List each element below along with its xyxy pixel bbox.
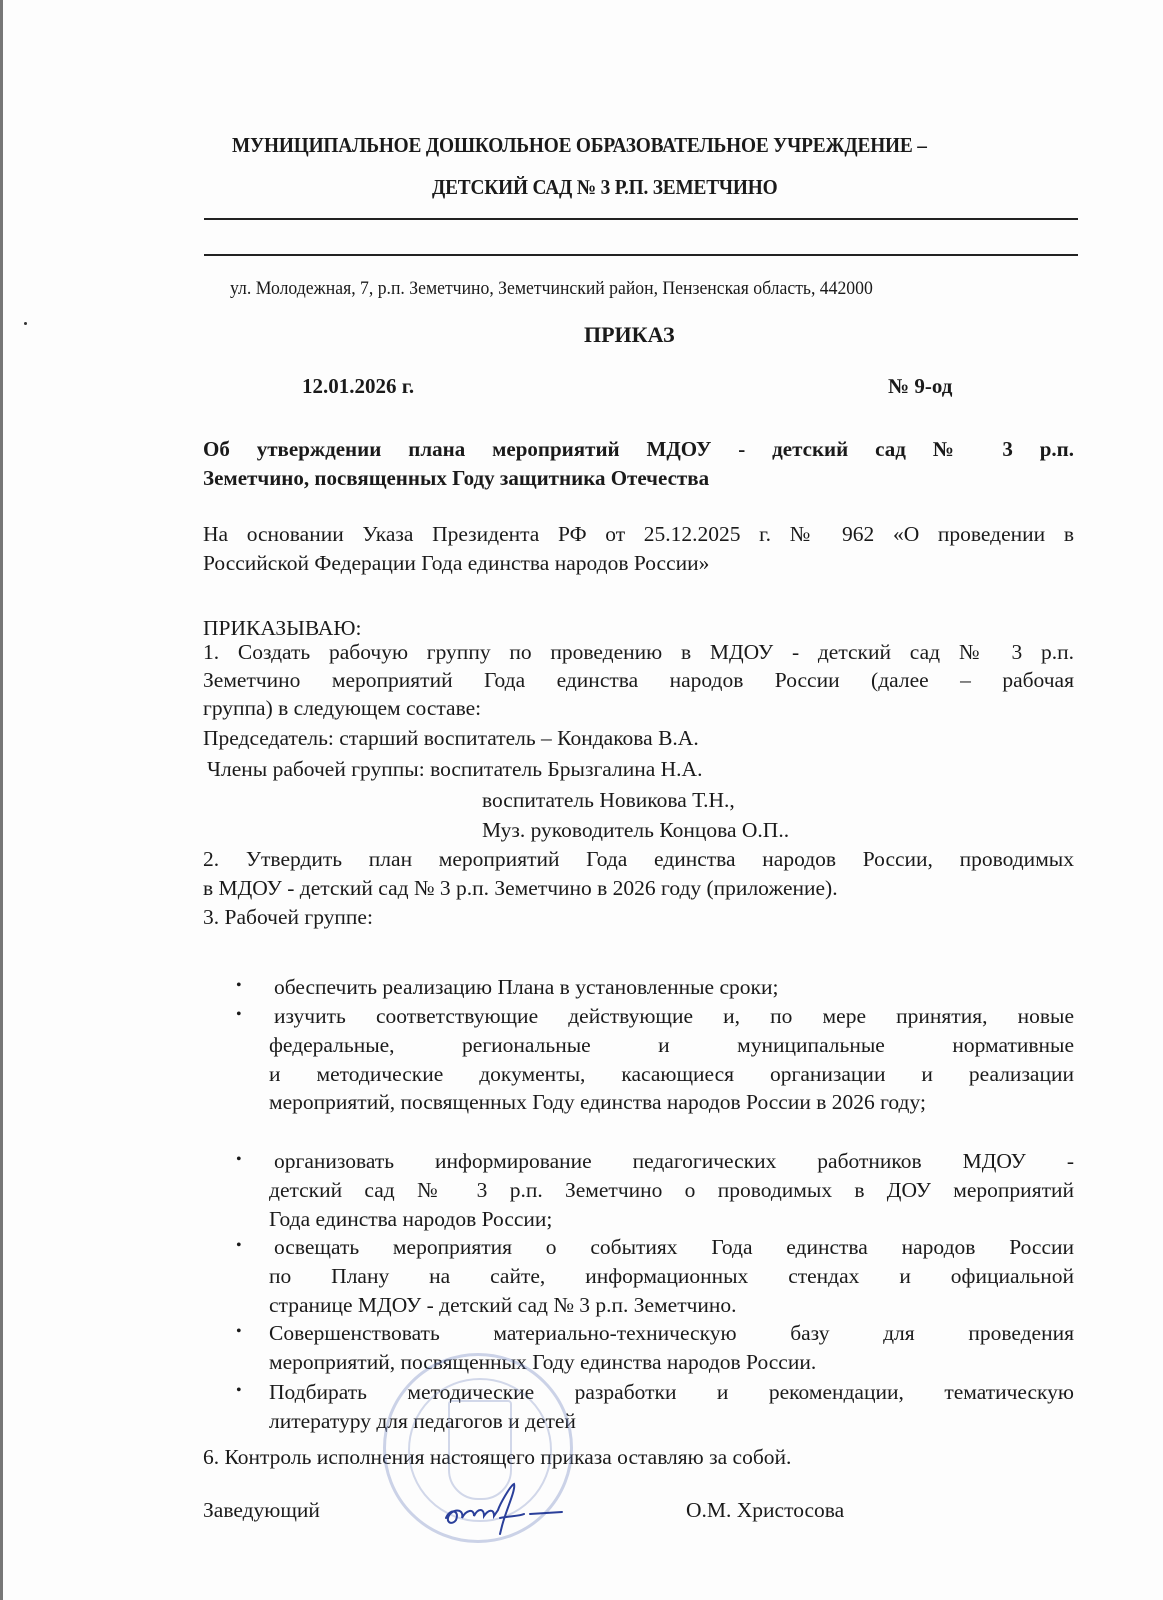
bullet-icon: • (236, 1237, 242, 1254)
institution-line1: МУНИЦИПАЛЬНОЕ ДОШКОЛЬНОЕ ОБРАЗОВАТЕЛЬНОЕ УЧРЕЖДЕНИЕ – (232, 133, 927, 157)
chair-line: Председатель: старший воспитатель – Кондакова В.А. (203, 726, 699, 750)
member-line2: воспитатель Новикова Т.Н., (482, 788, 735, 812)
item2-line1: 2. Утвердить план мероприятий Года единства народов России, проводимых (203, 847, 1074, 871)
institution-line2: ДЕТСКИЙ САД № 3 Р.П. ЗЕМЕТЧИНО (432, 175, 778, 199)
task-item-line: литературу для педагогов и детей (269, 1408, 576, 1433)
order-title: ПРИКАЗ (584, 322, 675, 347)
order-subject-line1: Об утверждении плана мероприятий МДОУ - детский сад № 3 р.п. (203, 437, 1074, 461)
task-item-line: по Плану на сайте, информационных стендах и официальной (269, 1263, 1074, 1288)
task-item-line: Совершенствовать материально-техническую базу для проведения (269, 1321, 1074, 1345)
task-item-line: мероприятий, посвященных Году единства народов России в 2026 году; (269, 1090, 926, 1115)
item2-line2: в МДОУ - детский сад № 3 р.п. Земетчино в 2026 году (приложение). (203, 876, 838, 900)
scan-edge (0, 0, 3, 1600)
task-item-line: организовать информирование педагогических работников МДОУ - (274, 1149, 1074, 1173)
order-subject-line2: Земетчино, посвященных Году защитника Отечества (203, 466, 710, 490)
scan-speck (24, 322, 27, 325)
signatory-position: Заведующий (203, 1498, 320, 1522)
signatory-name: О.М. Христосова (686, 1498, 845, 1522)
task-item-line: Подбирать методические разработки и рекомендации, тематическую (269, 1380, 1074, 1404)
order-number: № 9-од (888, 374, 953, 398)
item3-line: 3. Рабочей группе: (203, 905, 373, 929)
item1-line3: группа) в следующем составе: (203, 696, 482, 720)
item1-line1: 1. Создать рабочую группу по проведению в МДОУ - детский сад № 3 р.п. (203, 640, 1074, 664)
task-item-line: освещать мероприятия о событиях Года единства народов России (274, 1235, 1074, 1259)
bullet-icon: • (236, 1382, 242, 1399)
header-rule-top (204, 218, 1078, 220)
item1-line2: Земетчино мероприятий Года единства народов России (далее – рабочая (203, 668, 1074, 692)
task-item-line: мероприятий, посвященных Году единства народов России. (269, 1349, 817, 1374)
bullet-icon: • (236, 977, 242, 994)
members-line: Члены рабочей группы: воспитатель Брызгалина Н.А. (207, 757, 703, 781)
task-item-line: федеральные, региональные и муниципальные нормативные (269, 1032, 1074, 1057)
basis-line1: На основании Указа Президента РФ от 25.12.2025 г. № 962 «О проведении в (203, 522, 1074, 546)
bullet-icon: • (236, 1323, 242, 1340)
task-item-line: детский сад № 3 р.п. Земетчино о проводимых в ДОУ мероприятий (269, 1177, 1074, 1202)
signature-stroke (446, 1484, 562, 1534)
task-item-line: обеспечить реализацию Плана в установленные сроки; (274, 975, 779, 999)
order-word: ПРИКАЗЫВАЮ: (203, 616, 362, 640)
bullet-icon: • (236, 1006, 242, 1023)
task-item-line: и методические документы, касающиеся организации и реализации (269, 1061, 1074, 1086)
header-rule-bottom (204, 254, 1078, 256)
order-date: 12.01.2026 г. (302, 374, 415, 398)
bullet-icon: • (236, 1151, 242, 1168)
institution-address: ул. Молодежная, 7, р.п. Земетчино, Земетчинский район, Пензенская область, 442000 (230, 278, 873, 299)
task-item-line: изучить соответствующие действующие и, по мере принятия, новые (274, 1004, 1074, 1028)
task-item-line: Года единства народов России; (269, 1206, 553, 1231)
basis-line2: Российской Федерации Года единства народов России» (203, 551, 710, 575)
task-item-line: странице МДОУ - детский сад № 3 р.п. Земетчино. (269, 1292, 737, 1317)
item6-line: 6. Контроль исполнения настоящего приказа оставляю за собой. (203, 1445, 792, 1469)
handwritten-signature (440, 1480, 570, 1540)
member-line3: Муз. руководитель Концова О.П.. (482, 818, 790, 842)
